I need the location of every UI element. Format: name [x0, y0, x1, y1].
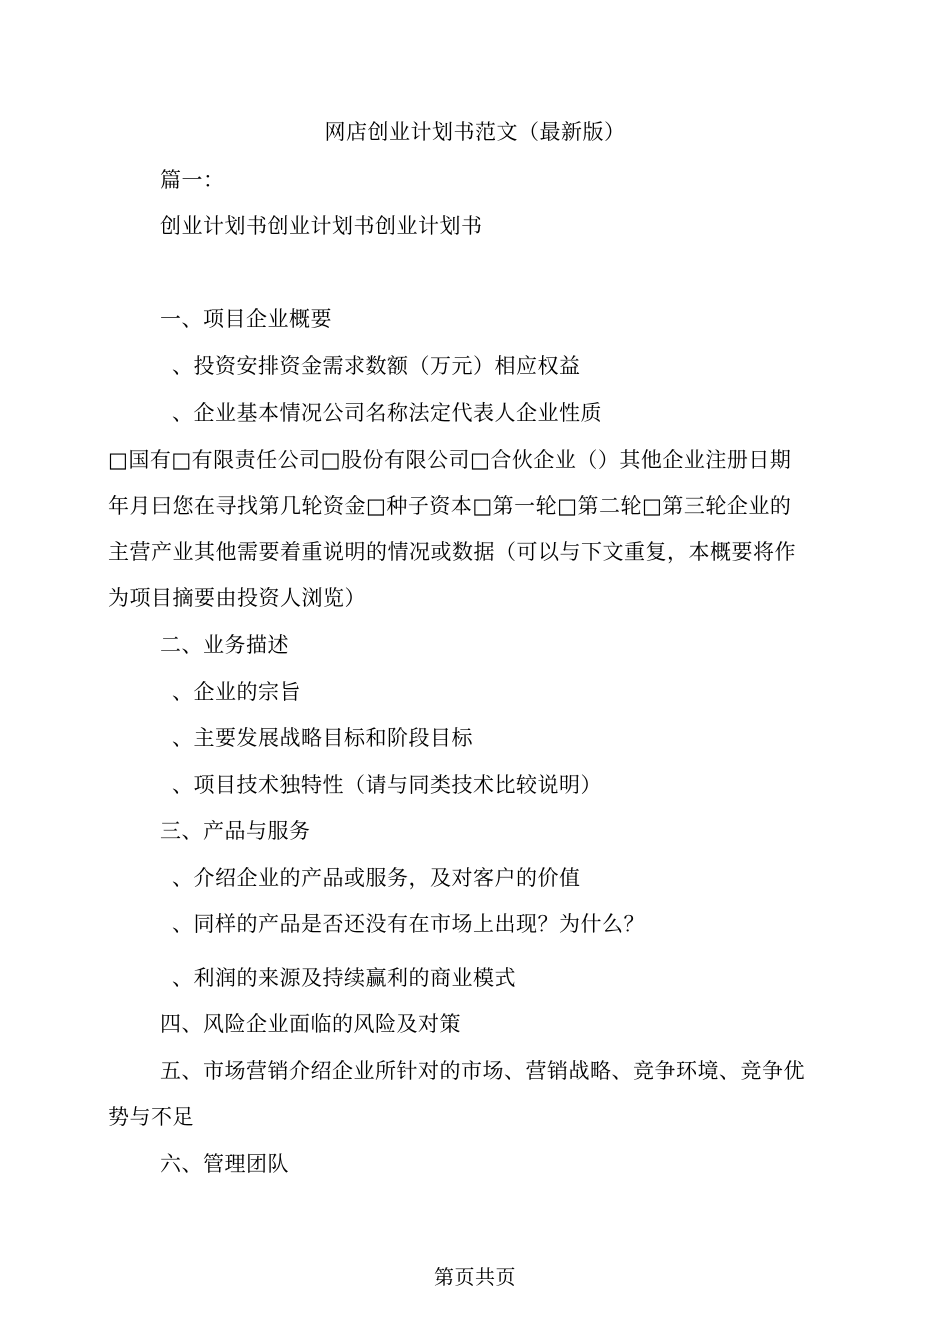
list-item: 、利润的来源及持续赢利的商业模式 — [172, 966, 516, 990]
list-item: 、企业的宗旨 — [172, 680, 301, 704]
paragraph-line: □国有□有限责任公司□股份有限公司□合伙企业（）其他企业注册日期 — [108, 448, 792, 472]
document-subtitle: 创业计划书创业计划书创业计划书 — [160, 214, 483, 238]
list-item: 、介绍企业的产品或服务，及对客户的价值 — [172, 866, 581, 890]
part-heading: 篇一： — [160, 168, 225, 192]
document-title: 网店创业计划书范文（最新版） — [324, 120, 626, 144]
section-heading-2: 二、业务描述 — [160, 633, 289, 657]
list-item: 、投资安排资金需求数额（万元）相应权益 — [172, 354, 581, 378]
paragraph-line: 势与不足 — [108, 1105, 194, 1129]
paragraph-line: 为项目摘要由投资人浏览） — [108, 586, 366, 610]
section-heading-5: 五、市场营销介绍企业所针对的市场、营销战略、竞争环境、竞争优 — [160, 1059, 805, 1083]
page-footer: 第页共页 — [434, 1265, 516, 1289]
list-item: 、同样的产品是否还没有在市场上出现？为什么？ — [172, 912, 645, 936]
paragraph-line: 年月曰您在寻找第几轮资金□种子资本□第一轮□第二轮□第三轮企业的 — [108, 494, 792, 518]
paragraph-line: 主营产业其他需要着重说明的情况或数据（可以与下文重复，本概要将作 — [108, 540, 796, 564]
list-item: 、企业基本情况公司名称法定代表人企业性质 — [172, 401, 602, 425]
list-item: 、主要发展战略目标和阶段目标 — [172, 726, 473, 750]
section-heading-3: 三、产品与服务 — [160, 819, 311, 843]
section-heading-1: 一、项目企业概要 — [160, 307, 332, 331]
list-item: 、项目技术独特性（请与同类技术比较说明） — [172, 773, 602, 797]
section-heading-4: 四、风险企业面临的风险及对策 — [160, 1012, 461, 1036]
section-heading-6: 六、管理团队 — [160, 1152, 289, 1176]
